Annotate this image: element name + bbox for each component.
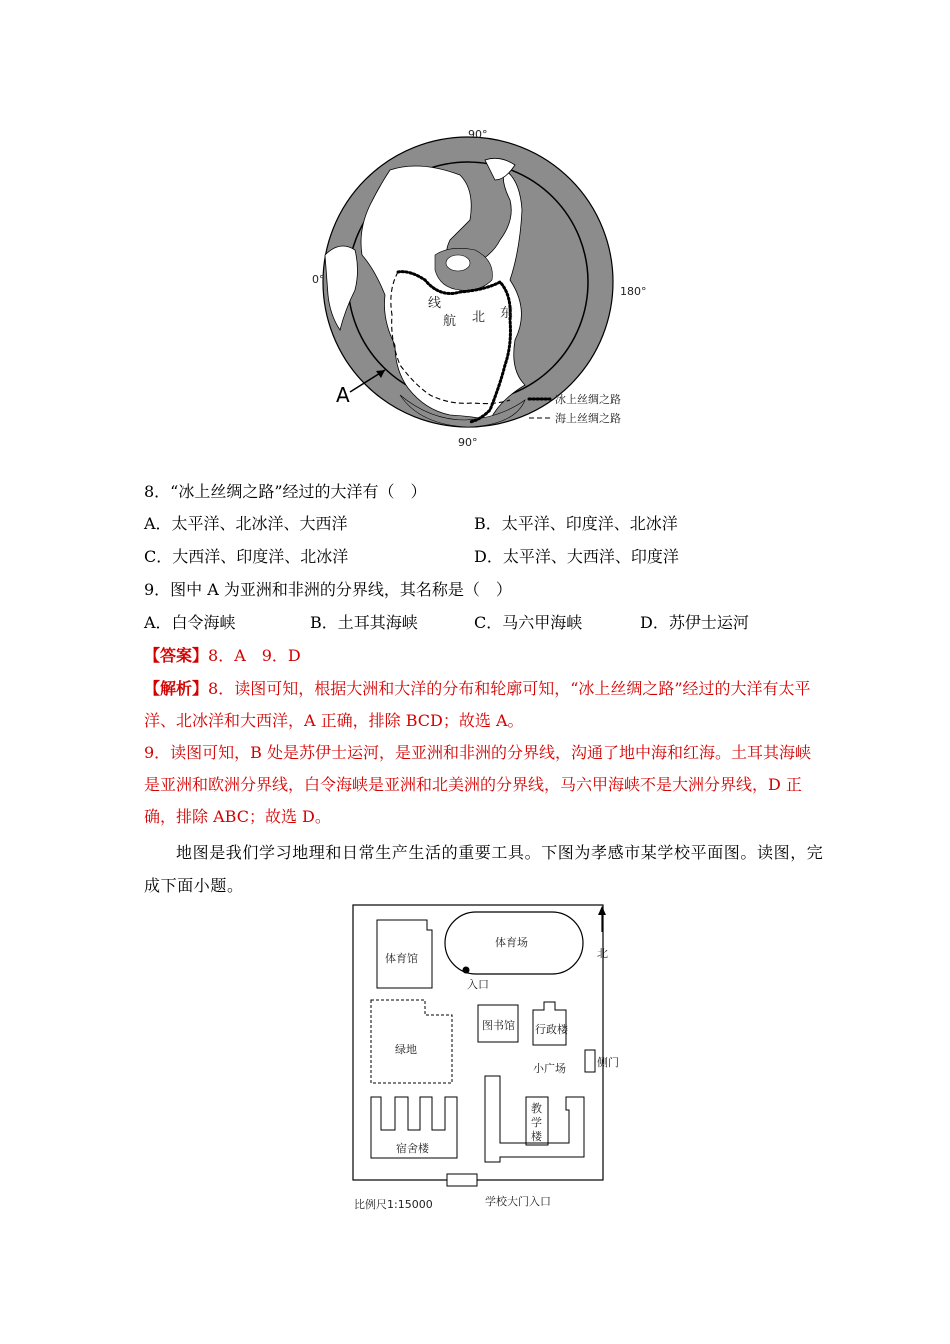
admin-building-label: 行政楼 (535, 1023, 568, 1036)
longitude-top-label: 90° (468, 128, 488, 141)
dorm-label: 宿舍楼 (396, 1142, 429, 1155)
question-9-stem: 9．图中 A 为亚洲和非洲的分界线，其名称是（ ） (144, 580, 512, 599)
plaza-label: 小广场 (533, 1062, 566, 1075)
longitude-left-label: 0° (312, 273, 325, 286)
longitude-right-label: 180° (620, 285, 647, 298)
analysis-line-2: 洋、北冰洋和大西洋，A 正确，排除 BCD；故选 A。 (144, 711, 524, 730)
green-area-label: 绿地 (395, 1043, 417, 1056)
analysis-text-1: 8．读图可知，根据大洲和大洋的分布和轮廓可知，“冰上丝绸之路”经过的大洋有太平 (208, 679, 811, 698)
answer-tag: 【答案】 (144, 646, 209, 665)
north-label: 北 (597, 947, 608, 960)
question-9-option-d: D．苏伊士运河 (640, 613, 749, 632)
teaching-building-char-2: 学 (531, 1116, 542, 1129)
library-label: 图书馆 (482, 1019, 515, 1032)
question-8-option-a: A．太平洋、北冰洋、大西洋 (144, 514, 348, 533)
route-char-xian: 线 (428, 296, 442, 311)
question-8-option-d: D．太平洋、大西洋、印度洋 (474, 547, 679, 566)
answer-line (144, 646, 301, 666)
marker-A-label: A (336, 383, 350, 407)
school-plan-graphic (340, 900, 640, 1212)
scale-label: 比例尺1:15000 (354, 1198, 433, 1211)
gym-label: 体育馆 (385, 952, 418, 965)
polar-map-figure (300, 120, 680, 460)
route-char-hang: 航 (443, 314, 457, 329)
analysis-line-5: 确，排除 ABC；故选 D。 (144, 807, 331, 826)
question-8-stem: 8．“冰上丝绸之路”经过的大洋有（ ） (144, 482, 427, 501)
analysis-line-4: 是亚洲和欧洲分界线，白令海峡是亚洲和北美洲的分界线，马六甲海峡不是大洲分界线，D 正 (144, 775, 802, 794)
intro-line-1: 地图是我们学习地理和日常生产生活的重要工具。下图为孝感市某学校平面图。读图，完 (176, 843, 824, 862)
question-8-option-b: B．太平洋、印度洋、北冰洋 (474, 514, 678, 533)
school-plan-figure (340, 900, 640, 1212)
question-9-option-c: C．马六甲海峡 (474, 613, 583, 632)
analysis-line-1 (144, 679, 811, 699)
legend-sea-silk-road-label: 海上丝绸之路 (555, 412, 621, 425)
legend-ice-silk-road-label: 冰上丝绸之路 (555, 393, 621, 406)
question-8-option-c: C．大西洋、印度洋、北冰洋 (144, 547, 349, 566)
intro-line-2: 成下面小题。 (144, 876, 244, 895)
route-char-dong: 东 (500, 306, 514, 321)
entrance-label: 入口 (467, 978, 489, 991)
analysis-tag: 【解析】 (144, 679, 209, 698)
stadium-label: 体育场 (495, 936, 528, 949)
side-gate-label: 侧门 (597, 1056, 619, 1069)
route-char-bei: 北 (472, 310, 486, 325)
question-9-option-b: B．土耳其海峡 (310, 613, 418, 632)
main-gate-label: 学校大门入口 (485, 1195, 551, 1208)
answer-text: 8．A 9．D (208, 646, 301, 665)
analysis-line-3: 9．读图可知，B 处是苏伊士运河，是亚洲和非洲的分界线，沟通了地中海和红海。土耳其海峡 (144, 743, 812, 762)
teaching-building-char-3: 楼 (531, 1130, 542, 1143)
longitude-bottom-label: 90° (458, 436, 478, 449)
question-9-option-a: A．白令海峡 (144, 613, 236, 632)
teaching-building-char-1: 教 (531, 1102, 542, 1115)
